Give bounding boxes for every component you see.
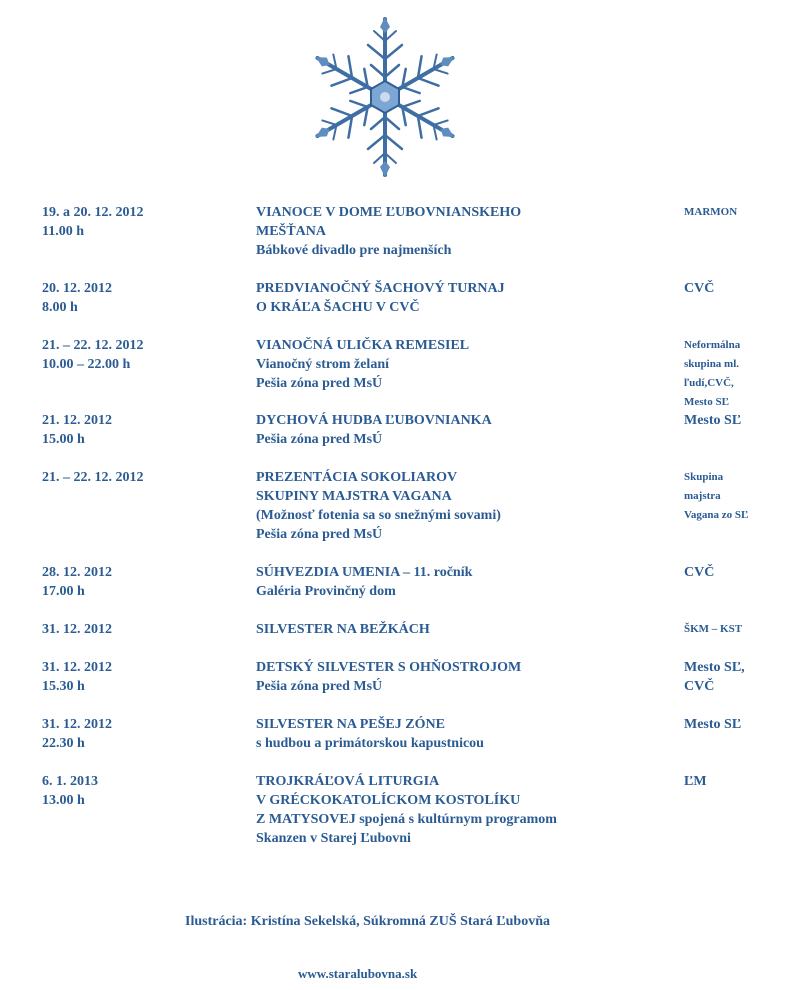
event-title-line: O KRÁĽA ŠACHU V CVČ [256,300,420,315]
event-date-line: 15.30 h [42,679,85,694]
event-organizer [684,279,794,298]
event-date-line: 19. a 20. 12. 2012 [42,205,144,220]
event-title-line: Galéria Provinčný dom [256,584,396,599]
event-title [256,658,676,696]
event-date-line: 21. – 22. 12. 2012 [42,338,144,353]
event-date-line: 21. – 22. 12. 2012 [42,470,144,485]
website-link[interactable]: www.staralubovna.sk [298,966,418,981]
event-title-line: Bábkové divadlo pre najmenších [256,243,452,258]
event-organizer-line: MARMON [684,206,738,218]
event-organizer-line: Skupina [684,471,724,483]
event-date-line: 17.00 h [42,584,85,599]
event-organizer [684,563,794,582]
event-title-line: TROJKRÁĽOVÁ LITURGIA [256,774,440,789]
event-title-line: MEŠŤANA [256,224,327,239]
event-title-line: SKUPINY MAJSTRA VAGANA [256,489,452,504]
event-title [256,279,676,317]
event-date-line: 10.00 – 22.00 h [42,357,131,372]
event-date-line: 31. 12. 2012 [42,660,112,675]
event-title-line: VIANOCE V DOME ĽUBOVNIANSKEHO [256,205,522,220]
snowflake-illustration [310,8,460,186]
event-date [42,620,242,639]
event-date-line: 20. 12. 2012 [42,281,112,296]
event-title-line: SILVESTER NA BEŽKÁCH [256,622,430,637]
event-organizer-line: majstra [684,490,721,502]
event-date [42,336,242,374]
event-organizer-line: CVČ [684,679,715,694]
event-organizer-line: Mesto SĽ [684,413,742,428]
event-date [42,203,242,241]
event-date [42,715,242,753]
event-organizer-line: Vagana zo SĽ [684,509,749,521]
event-title [256,336,676,393]
event-organizer [684,620,794,639]
event-organizer [684,772,794,791]
event-title-line: DYCHOVÁ HUDBA ĽUBOVNIANKA [256,413,492,428]
event-title-line: SILVESTER NA PEŠEJ ZÓNE [256,717,445,732]
event-title-line: Vianočný strom želaní [256,357,389,372]
event-date-line: 28. 12. 2012 [42,565,112,580]
event-title [256,620,676,639]
event-date-line: 11.00 h [42,224,85,239]
event-date [42,658,242,696]
event-title-line: Z MATYSOVEJ spojená s kultúrnym programom [256,812,557,827]
event-title [256,772,676,848]
event-title [256,203,676,260]
event-title [256,411,676,449]
event-organizer-line: Mesto SĽ, [684,660,745,675]
event-date-line: 31. 12. 2012 [42,717,112,732]
event-organizer-line: skupina ml. [684,358,740,370]
event-title-line: VIANOČNÁ ULIČKA REMESIEL [256,338,470,353]
event-date-line: 31. 12. 2012 [42,622,112,637]
event-title-line: PREZENTÁCIA SOKOLIAROV [256,470,458,485]
event-organizer-line: Mesto SĽ [684,396,729,408]
event-organizer-line: CVČ [684,281,715,296]
event-title [256,715,676,753]
event-title-line: DETSKÝ SILVESTER S OHŇOSTROJOM [256,660,522,675]
event-title-line: (Možnosť fotenia sa so snežnými sovami) [256,508,501,523]
event-organizer-line: Mesto SĽ [684,717,742,732]
event-title-line: Pešia zóna pred MsÚ [256,376,383,391]
event-title-line: Pešia zóna pred MsÚ [256,679,383,694]
event-organizer-line: CVČ [684,565,715,580]
event-organizer-line: ĽM [684,774,707,789]
event-title-line: Pešia zóna pred MsÚ [256,527,383,542]
event-date-line: 15.00 h [42,432,85,447]
event-title-line: Skanzen v Starej Ľubovni [256,831,411,846]
event-title [256,468,676,544]
event-date-line: 6. 1. 2013 [42,774,98,789]
event-organizer [684,411,794,430]
event-organizer [684,203,794,222]
event-organizer [684,715,794,734]
event-date [42,279,242,317]
event-organizer [684,468,794,525]
event-date [42,411,242,449]
illustration-credit: Ilustrácia: Kristína Sekelská, Súkromná ZUŠ Stará Ľubovňa [185,914,550,929]
event-title-line: Pešia zóna pred MsÚ [256,432,383,447]
event-date-line: 22.30 h [42,736,85,751]
event-title-line: PREDVIANOČNÝ ŠACHOVÝ TURNAJ [256,281,505,296]
event-organizer [684,658,794,696]
event-organizer-line: ŠKM – KST [684,623,743,635]
event-date-line: 21. 12. 2012 [42,413,112,428]
event-organizer-line: ľudí,CVČ, [684,377,734,389]
event-title-line: V GRÉCKOKATOLÍCKOM KOSTOLÍKU [256,793,521,808]
event-date [42,563,242,601]
event-date [42,468,242,487]
event-date [42,772,242,810]
event-date-line: 13.00 h [42,793,85,808]
event-organizer-line: Neformálna [684,339,741,351]
event-title [256,563,676,601]
event-organizer [684,336,794,412]
event-title-line: SÚHVEZDIA UMENIA – 11. ročník [256,565,473,580]
event-title-line: s hudbou a primátorskou kapustnicou [256,736,484,751]
event-date-line: 8.00 h [42,300,78,315]
